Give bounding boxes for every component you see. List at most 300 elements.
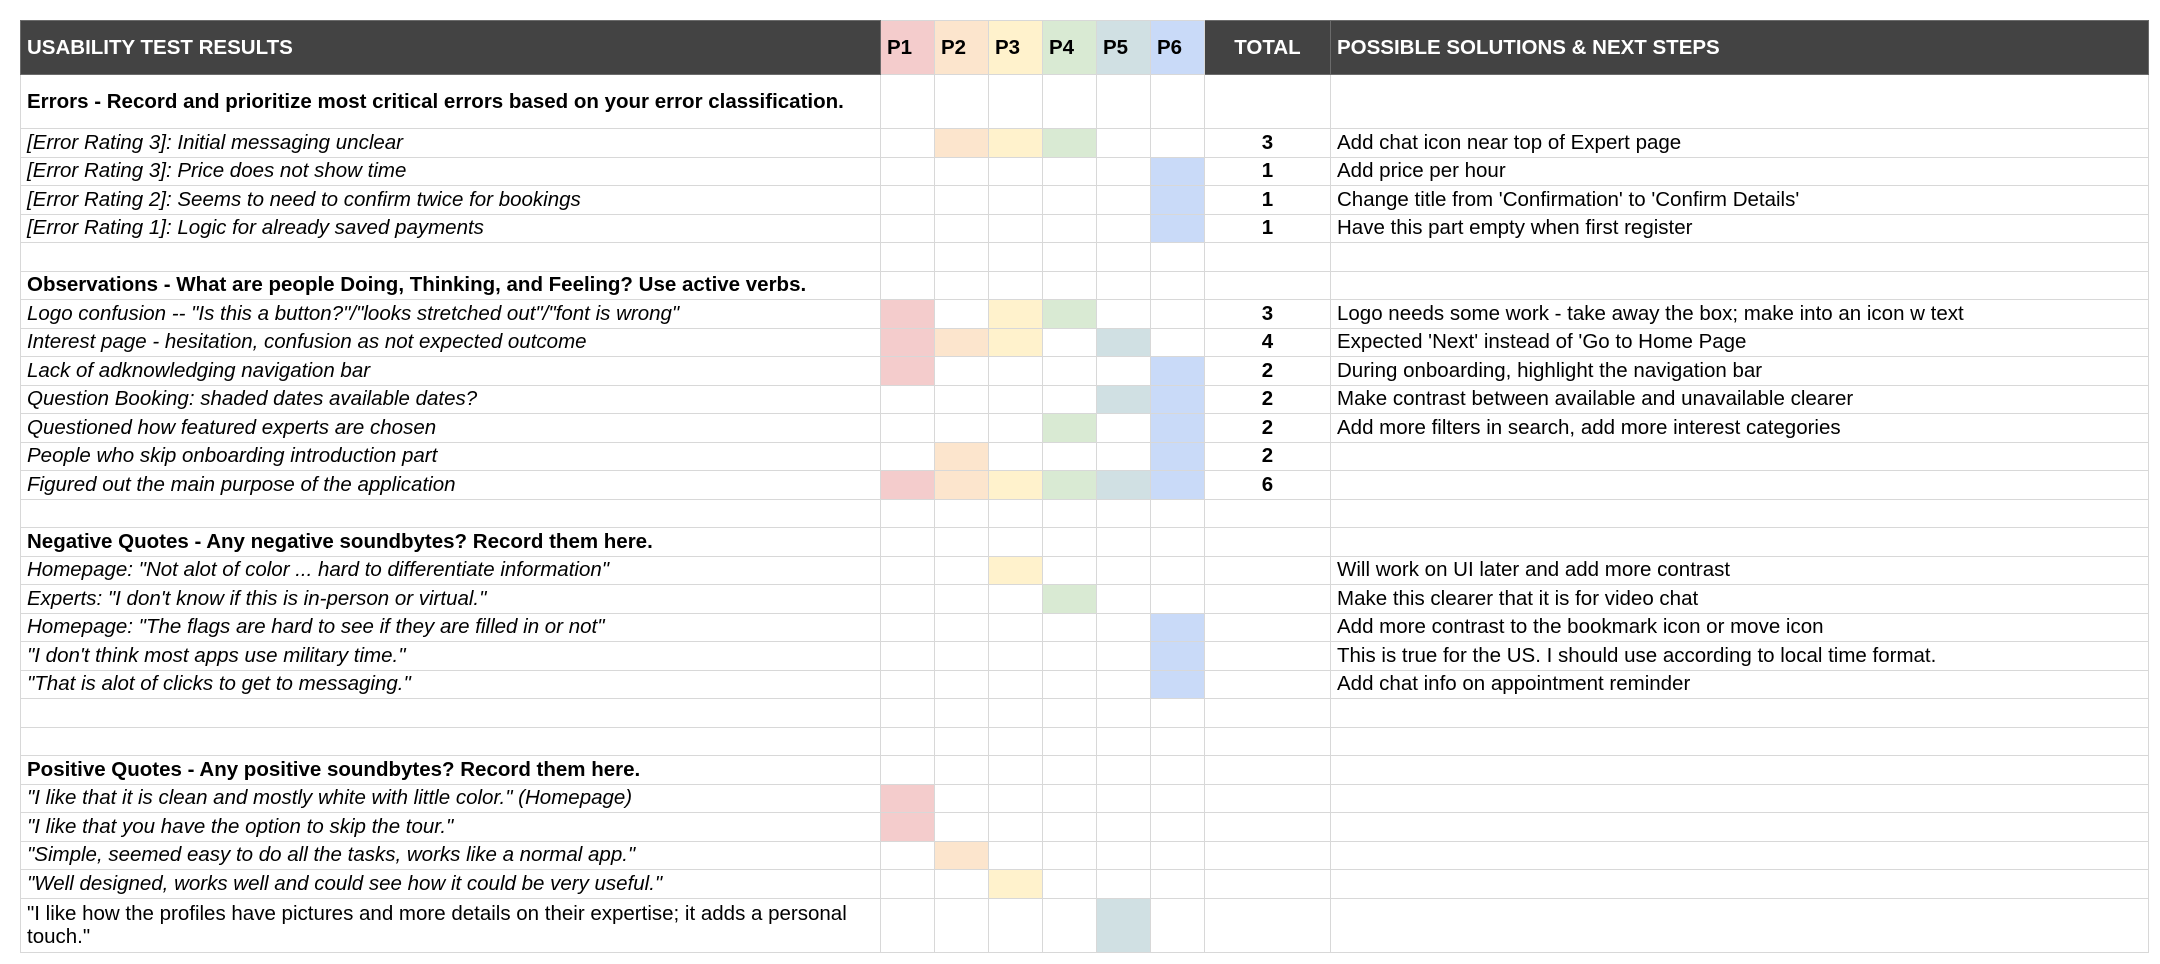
participant-header-p4[interactable]: P4 [1043, 21, 1097, 75]
table-row [21, 642, 2149, 671]
p5-cell[interactable] [1097, 357, 1151, 386]
solution-cell[interactable]: Have this part empty when first register [1331, 214, 2149, 243]
total-cell[interactable] [1205, 613, 1331, 642]
p5-cell[interactable] [1097, 642, 1151, 671]
section-title-cell[interactable]: Errors - Record and prioritize most critical errors based on your error classification. [21, 75, 881, 129]
p5-cell[interactable] [1097, 471, 1151, 500]
total-cell[interactable] [1205, 556, 1331, 585]
total-cell[interactable] [1205, 670, 1331, 699]
p1-cell[interactable] [881, 75, 935, 129]
total-cell[interactable] [1205, 699, 1331, 728]
solution-cell[interactable] [1331, 784, 2149, 813]
p4-cell[interactable] [1043, 556, 1097, 585]
p1-cell[interactable] [881, 414, 935, 443]
p1-cell[interactable] [881, 243, 935, 272]
p1-cell[interactable] [881, 841, 935, 870]
solution-cell[interactable] [1331, 471, 2149, 500]
p3-cell[interactable] [989, 499, 1043, 528]
p1-cell[interactable] [881, 670, 935, 699]
description-cell[interactable]: Lack of adknowledging navigation bar [21, 357, 881, 386]
solution-cell[interactable] [1331, 756, 2149, 785]
p4-cell[interactable] [1043, 214, 1097, 243]
p4-cell[interactable] [1043, 357, 1097, 386]
description-cell[interactable]: "Simple, seemed easy to do all the tasks, works like a normal app." [21, 841, 881, 870]
solution-cell[interactable]: Logo needs some work - take away the box; make into an icon w text [1331, 300, 2149, 329]
usability-results-table [20, 20, 2149, 953]
p1-cell[interactable] [881, 585, 935, 614]
p5-cell[interactable] [1097, 727, 1151, 756]
p3-cell[interactable] [989, 841, 1043, 870]
description-cell[interactable]: "Well designed, works well and could see how it could be very useful." [21, 870, 881, 899]
total-cell[interactable] [1205, 75, 1331, 129]
solution-cell[interactable] [1331, 75, 2149, 129]
section-row [21, 271, 2149, 300]
p1-cell[interactable] [881, 499, 935, 528]
p2-cell[interactable] [935, 357, 989, 386]
p3-cell[interactable] [989, 898, 1043, 952]
p5-cell[interactable] [1097, 75, 1151, 129]
description-cell[interactable]: "I like that it is clean and mostly white with little color." (Homepage) [21, 784, 881, 813]
p4-cell[interactable] [1043, 471, 1097, 500]
p4-cell[interactable] [1043, 414, 1097, 443]
p4-cell[interactable] [1043, 300, 1097, 329]
description-cell[interactable] [21, 243, 881, 272]
p3-cell[interactable] [989, 442, 1043, 471]
p1-cell[interactable] [881, 642, 935, 671]
p4-cell[interactable] [1043, 670, 1097, 699]
p4-cell[interactable] [1043, 699, 1097, 728]
p6-cell[interactable] [1151, 385, 1205, 414]
p4-cell[interactable] [1043, 442, 1097, 471]
description-cell[interactable] [21, 499, 881, 528]
p3-cell[interactable] [989, 186, 1043, 215]
description-cell[interactable]: Logo confusion -- "Is this a button?"/"looks stretched out"/"font is wrong" [21, 300, 881, 329]
p6-cell[interactable] [1151, 699, 1205, 728]
total-cell[interactable]: 4 [1205, 328, 1331, 357]
p2-cell[interactable] [935, 841, 989, 870]
p5-cell[interactable] [1097, 756, 1151, 785]
p4-cell[interactable] [1043, 613, 1097, 642]
p4-cell[interactable] [1043, 642, 1097, 671]
p2-cell[interactable] [935, 243, 989, 272]
p2-cell[interactable] [935, 727, 989, 756]
table-row [21, 898, 2149, 952]
p6-cell[interactable] [1151, 328, 1205, 357]
p5-cell[interactable] [1097, 385, 1151, 414]
table-row [21, 841, 2149, 870]
solution-cell[interactable]: Make this clearer that it is for video chat [1331, 585, 2149, 614]
section-title-cell[interactable]: Positive Quotes - Any positive soundbytes? Record them here. [21, 756, 881, 785]
description-cell[interactable]: [Error Rating 2]: Seems to need to confirm twice for bookings [21, 186, 881, 215]
total-cell[interactable] [1205, 585, 1331, 614]
p1-cell[interactable] [881, 528, 935, 557]
description-cell[interactable]: "I like that you have the option to skip the tour." [21, 813, 881, 842]
total-cell[interactable] [1205, 870, 1331, 899]
table-body [21, 75, 2149, 953]
p2-cell[interactable] [935, 670, 989, 699]
p4-cell[interactable] [1043, 243, 1097, 272]
title-header[interactable]: USABILITY TEST RESULTS [21, 21, 881, 75]
total-cell[interactable]: 3 [1205, 129, 1331, 158]
p6-cell[interactable] [1151, 613, 1205, 642]
p3-cell[interactable] [989, 271, 1043, 300]
p2-cell[interactable] [935, 528, 989, 557]
section-title-cell[interactable]: Negative Quotes - Any negative soundbytes? Record them here. [21, 528, 881, 557]
p6-cell[interactable] [1151, 898, 1205, 952]
p5-cell[interactable] [1097, 784, 1151, 813]
description-cell[interactable]: "I don't think most apps use military time." [21, 642, 881, 671]
total-cell[interactable] [1205, 898, 1331, 952]
p2-cell[interactable] [935, 328, 989, 357]
description-cell[interactable]: [Error Rating 3]: Initial messaging unclear [21, 129, 881, 158]
p6-cell[interactable] [1151, 471, 1205, 500]
total-cell[interactable] [1205, 271, 1331, 300]
p5-cell[interactable] [1097, 585, 1151, 614]
p2-cell[interactable] [935, 813, 989, 842]
total-cell[interactable]: 2 [1205, 442, 1331, 471]
participant-header-p3[interactable]: P3 [989, 21, 1043, 75]
total-cell[interactable] [1205, 499, 1331, 528]
p6-cell[interactable] [1151, 727, 1205, 756]
description-cell[interactable]: Interest page - hesitation, confusion as not expected outcome [21, 328, 881, 357]
p6-cell[interactable] [1151, 585, 1205, 614]
solution-cell[interactable]: Add more contrast to the bookmark icon or move icon [1331, 613, 2149, 642]
p4-cell[interactable] [1043, 528, 1097, 557]
p3-cell[interactable] [989, 471, 1043, 500]
p5-cell[interactable] [1097, 870, 1151, 899]
p4-cell[interactable] [1043, 328, 1097, 357]
table-row [21, 556, 2149, 585]
section-row [21, 528, 2149, 557]
total-cell[interactable]: 1 [1205, 214, 1331, 243]
p5-cell[interactable] [1097, 670, 1151, 699]
p2-cell[interactable] [935, 585, 989, 614]
description-cell[interactable]: People who skip onboarding introduction part [21, 442, 881, 471]
table-row [21, 613, 2149, 642]
p5-cell[interactable] [1097, 813, 1151, 842]
p3-cell[interactable] [989, 300, 1043, 329]
solution-cell[interactable] [1331, 243, 2149, 272]
p3-cell[interactable] [989, 328, 1043, 357]
p6-cell[interactable] [1151, 556, 1205, 585]
p4-cell[interactable] [1043, 385, 1097, 414]
p6-cell[interactable] [1151, 499, 1205, 528]
description-cell[interactable]: Homepage: "The flags are hard to see if they are filled in or not" [21, 613, 881, 642]
p6-cell[interactable] [1151, 414, 1205, 443]
solution-cell[interactable]: Add more filters in search, add more interest categories [1331, 414, 2149, 443]
p5-cell[interactable] [1097, 328, 1151, 357]
p1-cell[interactable] [881, 471, 935, 500]
solution-cell[interactable]: This is true for the US. I should use according to local time format. [1331, 642, 2149, 671]
p3-cell[interactable] [989, 756, 1043, 785]
p1-cell[interactable] [881, 385, 935, 414]
table-row [21, 300, 2149, 329]
solution-cell[interactable] [1331, 499, 2149, 528]
solution-cell[interactable] [1331, 813, 2149, 842]
p1-cell[interactable] [881, 186, 935, 215]
p2-cell[interactable] [935, 613, 989, 642]
p1-cell[interactable] [881, 870, 935, 899]
p1-cell[interactable] [881, 556, 935, 585]
total-cell[interactable] [1205, 642, 1331, 671]
participant-header-p1[interactable]: P1 [881, 21, 935, 75]
p3-cell[interactable] [989, 727, 1043, 756]
blank-row [21, 499, 2149, 528]
table-row [21, 214, 2149, 243]
p5-cell[interactable] [1097, 841, 1151, 870]
p1-cell[interactable] [881, 898, 935, 952]
total-cell[interactable] [1205, 528, 1331, 557]
header-row [21, 21, 2149, 75]
table-row [21, 328, 2149, 357]
table-row [21, 186, 2149, 215]
p2-cell[interactable] [935, 898, 989, 952]
p4-cell[interactable] [1043, 841, 1097, 870]
solution-cell[interactable] [1331, 727, 2149, 756]
p1-cell[interactable] [881, 756, 935, 785]
p1-cell[interactable] [881, 442, 935, 471]
total-cell[interactable]: 6 [1205, 471, 1331, 500]
p1-cell[interactable] [881, 699, 935, 728]
description-cell[interactable] [21, 727, 881, 756]
p5-cell[interactable] [1097, 214, 1151, 243]
description-cell[interactable]: Question Booking: shaded dates available dates? [21, 385, 881, 414]
solution-cell[interactable] [1331, 699, 2149, 728]
p2-cell[interactable] [935, 214, 989, 243]
p2-cell[interactable] [935, 157, 989, 186]
p5-cell[interactable] [1097, 898, 1151, 952]
p3-cell[interactable] [989, 784, 1043, 813]
p2-cell[interactable] [935, 442, 989, 471]
total-cell[interactable] [1205, 243, 1331, 272]
solution-cell[interactable]: Add price per hour [1331, 157, 2149, 186]
p1-cell[interactable] [881, 157, 935, 186]
p3-cell[interactable] [989, 75, 1043, 129]
p2-cell[interactable] [935, 756, 989, 785]
section-row [21, 756, 2149, 785]
p6-cell[interactable] [1151, 784, 1205, 813]
p1-cell[interactable] [881, 129, 935, 158]
total-cell[interactable] [1205, 813, 1331, 842]
p1-cell[interactable] [881, 357, 935, 386]
p6-cell[interactable] [1151, 271, 1205, 300]
p6-cell[interactable] [1151, 442, 1205, 471]
p6-cell[interactable] [1151, 157, 1205, 186]
table-row [21, 442, 2149, 471]
table-row [21, 813, 2149, 842]
p5-cell[interactable] [1097, 499, 1151, 528]
p4-cell[interactable] [1043, 727, 1097, 756]
p4-cell[interactable] [1043, 898, 1097, 952]
table-row [21, 357, 2149, 386]
solution-cell[interactable]: During onboarding, highlight the navigation bar [1331, 357, 2149, 386]
p3-cell[interactable] [989, 214, 1043, 243]
solution-cell[interactable]: Expected 'Next' instead of 'Go to Home Page [1331, 328, 2149, 357]
description-cell[interactable] [21, 699, 881, 728]
solution-cell[interactable] [1331, 870, 2149, 899]
p4-cell[interactable] [1043, 186, 1097, 215]
p6-cell[interactable] [1151, 528, 1205, 557]
p2-cell[interactable] [935, 300, 989, 329]
participant-header-p2[interactable]: P2 [935, 21, 989, 75]
p6-cell[interactable] [1151, 214, 1205, 243]
p1-cell[interactable] [881, 271, 935, 300]
participant-header-p6[interactable]: P6 [1151, 21, 1205, 75]
p5-cell[interactable] [1097, 243, 1151, 272]
p4-cell[interactable] [1043, 784, 1097, 813]
table-row [21, 784, 2149, 813]
solution-cell[interactable]: Add chat icon near top of Expert page [1331, 129, 2149, 158]
solution-cell[interactable] [1331, 898, 2149, 952]
p5-cell[interactable] [1097, 186, 1151, 215]
description-cell[interactable]: "That is alot of clicks to get to messaging." [21, 670, 881, 699]
p4-cell[interactable] [1043, 271, 1097, 300]
p5-cell[interactable] [1097, 414, 1151, 443]
p3-cell[interactable] [989, 414, 1043, 443]
p5-cell[interactable] [1097, 528, 1151, 557]
p2-cell[interactable] [935, 271, 989, 300]
p2-cell[interactable] [935, 129, 989, 158]
table-row [21, 414, 2149, 443]
p3-cell[interactable] [989, 528, 1043, 557]
p3-cell[interactable] [989, 699, 1043, 728]
p5-cell[interactable] [1097, 442, 1151, 471]
p1-cell[interactable] [881, 300, 935, 329]
total-cell[interactable] [1205, 784, 1331, 813]
p6-cell[interactable] [1151, 642, 1205, 671]
p5-cell[interactable] [1097, 300, 1151, 329]
description-cell[interactable]: Figured out the main purpose of the application [21, 471, 881, 500]
total-cell[interactable]: 2 [1205, 385, 1331, 414]
p3-cell[interactable] [989, 870, 1043, 899]
total-cell[interactable] [1205, 727, 1331, 756]
p4-cell[interactable] [1043, 129, 1097, 158]
p6-cell[interactable] [1151, 300, 1205, 329]
participant-header-p5[interactable]: P5 [1097, 21, 1151, 75]
solution-cell[interactable] [1331, 528, 2149, 557]
description-cell[interactable]: [Error Rating 3]: Price does not show time [21, 157, 881, 186]
p3-cell[interactable] [989, 129, 1043, 158]
p2-cell[interactable] [935, 471, 989, 500]
description-cell[interactable]: Experts: "I don't know if this is in-person or virtual." [21, 585, 881, 614]
table-row [21, 870, 2149, 899]
p6-cell[interactable] [1151, 243, 1205, 272]
solutions-header[interactable]: POSSIBLE SOLUTIONS & NEXT STEPS [1331, 21, 2149, 75]
total-cell[interactable]: 2 [1205, 414, 1331, 443]
table-row [21, 385, 2149, 414]
p6-cell[interactable] [1151, 357, 1205, 386]
p2-cell[interactable] [935, 414, 989, 443]
p6-cell[interactable] [1151, 813, 1205, 842]
p6-cell[interactable] [1151, 129, 1205, 158]
p4-cell[interactable] [1043, 499, 1097, 528]
solution-cell[interactable] [1331, 841, 2149, 870]
p4-cell[interactable] [1043, 585, 1097, 614]
description-cell[interactable]: Homepage: "Not alot of color ... hard to differentiate information" [21, 556, 881, 585]
p4-cell[interactable] [1043, 756, 1097, 785]
p5-cell[interactable] [1097, 613, 1151, 642]
solution-cell[interactable] [1331, 442, 2149, 471]
p2-cell[interactable] [935, 870, 989, 899]
p6-cell[interactable] [1151, 841, 1205, 870]
p1-cell[interactable] [881, 813, 935, 842]
p2-cell[interactable] [935, 642, 989, 671]
description-cell[interactable]: Questioned how featured experts are chosen [21, 414, 881, 443]
p2-cell[interactable] [935, 499, 989, 528]
p3-cell[interactable] [989, 670, 1043, 699]
total-cell[interactable] [1205, 756, 1331, 785]
table-row [21, 157, 2149, 186]
solution-cell[interactable] [1331, 271, 2149, 300]
p3-cell[interactable] [989, 385, 1043, 414]
description-cell[interactable]: [Error Rating 1]: Logic for already saved payments [21, 214, 881, 243]
p3-cell[interactable] [989, 585, 1043, 614]
total-cell[interactable]: 1 [1205, 186, 1331, 215]
p3-cell[interactable] [989, 642, 1043, 671]
total-cell[interactable]: 1 [1205, 157, 1331, 186]
total-cell[interactable]: 2 [1205, 357, 1331, 386]
p6-cell[interactable] [1151, 756, 1205, 785]
p2-cell[interactable] [935, 556, 989, 585]
solution-cell[interactable]: Change title from 'Confirmation' to 'Confirm Details' [1331, 186, 2149, 215]
p2-cell[interactable] [935, 699, 989, 728]
total-cell[interactable]: 3 [1205, 300, 1331, 329]
section-title-cell[interactable]: Observations - What are people Doing, Thinking, and Feeling? Use active verbs. [21, 271, 881, 300]
p4-cell[interactable] [1043, 813, 1097, 842]
total-cell[interactable] [1205, 841, 1331, 870]
p3-cell[interactable] [989, 157, 1043, 186]
p2-cell[interactable] [935, 75, 989, 129]
blank-row [21, 243, 2149, 272]
p2-cell[interactable] [935, 385, 989, 414]
solution-cell[interactable]: Will work on UI later and add more contrast [1331, 556, 2149, 585]
table-row [21, 129, 2149, 158]
total-header[interactable]: TOTAL [1205, 21, 1331, 75]
p4-cell[interactable] [1043, 75, 1097, 129]
p5-cell[interactable] [1097, 271, 1151, 300]
p5-cell[interactable] [1097, 157, 1151, 186]
p5-cell[interactable] [1097, 556, 1151, 585]
table-row [21, 670, 2149, 699]
p6-cell[interactable] [1151, 670, 1205, 699]
table-row [21, 585, 2149, 614]
p6-cell[interactable] [1151, 186, 1205, 215]
solution-cell[interactable]: Add chat info on appointment reminder [1331, 670, 2149, 699]
blank-row [21, 727, 2149, 756]
p3-cell[interactable] [989, 813, 1043, 842]
p1-cell[interactable] [881, 727, 935, 756]
solution-cell[interactable]: Make contrast between available and unavailable clearer [1331, 385, 2149, 414]
p2-cell[interactable] [935, 186, 989, 215]
section-row [21, 75, 2149, 129]
p6-cell[interactable] [1151, 75, 1205, 129]
p1-cell[interactable] [881, 328, 935, 357]
description-cell[interactable]: "I like how the profiles have pictures and more details on their expertise; it adds a personal touch." [21, 898, 881, 952]
p4-cell[interactable] [1043, 157, 1097, 186]
p1-cell[interactable] [881, 784, 935, 813]
p5-cell[interactable] [1097, 129, 1151, 158]
p3-cell[interactable] [989, 243, 1043, 272]
p2-cell[interactable] [935, 784, 989, 813]
p6-cell[interactable] [1151, 870, 1205, 899]
p4-cell[interactable] [1043, 870, 1097, 899]
p1-cell[interactable] [881, 214, 935, 243]
p5-cell[interactable] [1097, 699, 1151, 728]
p3-cell[interactable] [989, 357, 1043, 386]
p3-cell[interactable] [989, 613, 1043, 642]
p1-cell[interactable] [881, 613, 935, 642]
p3-cell[interactable] [989, 556, 1043, 585]
